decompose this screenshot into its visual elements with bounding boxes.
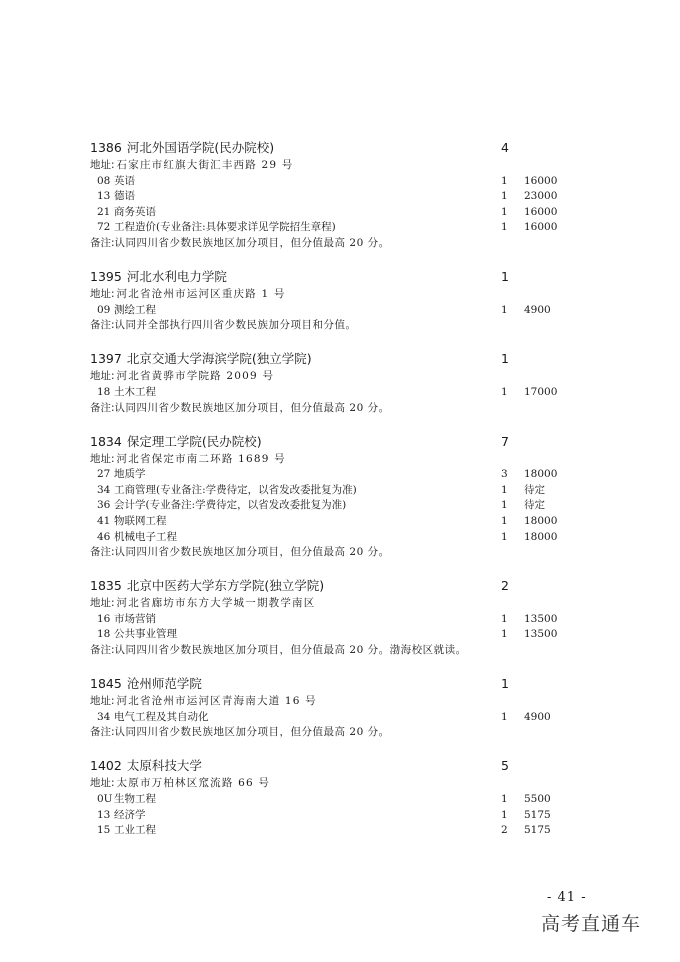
- school-code: 1834: [90, 433, 122, 449]
- major-fee: 18000: [524, 468, 558, 481]
- school-header: [90, 267, 560, 287]
- note-label: 备注:: [90, 236, 115, 249]
- major-name: 生物工程: [114, 793, 156, 806]
- major-fee: 16000: [524, 221, 558, 234]
- major-count: 1: [501, 385, 508, 398]
- school-note: [90, 401, 560, 417]
- major-count: 1: [501, 612, 508, 625]
- major-name: 会计学(专业备注:学费待定，以省发改委批复为准): [114, 499, 347, 512]
- major-code: 13: [97, 808, 111, 821]
- major-fee: 17000: [524, 385, 558, 398]
- school-header: [90, 756, 560, 776]
- major-row: [90, 498, 560, 514]
- major-count: 1: [501, 808, 508, 821]
- major-count: 1: [501, 499, 508, 512]
- major-code: 09: [97, 303, 111, 316]
- major-name: 工商管理(专业备注:学费待定，以省发改委批复为准): [114, 483, 357, 496]
- school-block: [90, 432, 560, 561]
- school-note: [90, 236, 560, 252]
- major-row: [90, 627, 560, 643]
- note-text: 认同四川省少数民族地区加分项目，但分值最高 20 分。: [114, 726, 390, 739]
- school-total: 1: [501, 676, 509, 692]
- major-row: [90, 220, 560, 236]
- major-row: [90, 514, 560, 530]
- major-fee: 18000: [524, 515, 558, 527]
- major-name: 公共事业管理: [114, 628, 177, 641]
- major-code: 16: [97, 612, 111, 625]
- school-total: 2: [501, 578, 509, 594]
- major-name: 测绘工程: [114, 303, 156, 316]
- address-text: 河北省保定市南二环路 1689 号: [116, 452, 286, 465]
- major-row: [90, 710, 560, 726]
- major-name: 物联网工程: [114, 515, 167, 527]
- major-code: 27: [97, 468, 111, 481]
- major-count: 1: [501, 530, 508, 543]
- school-code: 1402: [90, 758, 122, 774]
- school-header: [90, 349, 560, 369]
- school-name: 北京中医药大学东方学院(独立学院): [126, 578, 325, 594]
- major-code: 0U: [97, 793, 113, 806]
- school-block: [90, 576, 560, 658]
- page-number: - 41 -: [547, 890, 587, 905]
- major-fee: 待定: [524, 483, 545, 496]
- school-code: 1845: [90, 676, 122, 692]
- school-name: 河北水利电力学院: [126, 269, 227, 285]
- major-code: 18: [97, 628, 111, 641]
- address-text: 河北省廊坊市东方大学城一期教学南区: [116, 597, 316, 610]
- address-text: 石家庄市红旗大街汇丰西路 29 号: [116, 159, 294, 171]
- major-name: 机械电子工程: [114, 530, 177, 543]
- major-code: 72: [97, 221, 111, 234]
- major-count: 3: [501, 468, 508, 481]
- school-address: [90, 369, 560, 385]
- school-address: [90, 452, 560, 468]
- note-label: 备注:: [90, 319, 115, 332]
- school-note: [90, 545, 560, 561]
- school-name: 保定理工学院(民办院校): [126, 433, 262, 449]
- note-text: 认同四川省少数民族地区加分项目，但分值最高 20 分。: [114, 546, 390, 559]
- major-fee: 4900: [524, 303, 551, 316]
- major-code: 46: [97, 530, 111, 543]
- major-code: 15: [97, 824, 111, 837]
- school-header: [90, 576, 560, 596]
- major-fee: 23000: [524, 190, 558, 203]
- school-block: [90, 267, 560, 334]
- note-label: 备注:: [90, 401, 115, 414]
- major-count: 1: [501, 628, 508, 641]
- school-list: [90, 138, 560, 854]
- address-text: 太原市万柏林区窊流路 66 号: [116, 777, 271, 790]
- major-fee: 5175: [524, 808, 551, 821]
- major-count: 1: [501, 303, 508, 316]
- major-fee: 13500: [524, 612, 558, 625]
- major-row: [90, 467, 560, 483]
- major-name: 市场营销: [114, 612, 156, 625]
- address-label: 地址:: [90, 159, 115, 171]
- major-fee: 16000: [524, 205, 558, 218]
- major-fee: 16000: [524, 174, 558, 187]
- major-fee: 5175: [524, 824, 551, 837]
- major-code: 41: [97, 515, 111, 527]
- address-text: 河北省沧州市运河区重庆路 1 号: [116, 288, 286, 301]
- major-row: [90, 792, 560, 808]
- major-name: 工业工程: [114, 824, 156, 837]
- major-row: [90, 174, 560, 190]
- major-code: 36: [97, 499, 111, 512]
- school-code: 1835: [90, 578, 122, 594]
- school-address: [90, 287, 560, 303]
- school-note: [90, 643, 560, 659]
- major-row: [90, 612, 560, 628]
- major-name: 经济学: [114, 808, 146, 821]
- school-name: 太原科技大学: [126, 758, 202, 774]
- major-count: 1: [501, 710, 508, 723]
- school-header: [90, 674, 560, 694]
- school-total: 4: [501, 140, 509, 155]
- school-total: 1: [501, 269, 509, 285]
- school-total: 7: [501, 433, 509, 449]
- school-total: 5: [501, 758, 509, 774]
- school-block: [90, 138, 560, 252]
- address-text: 河北省黄骅市学院路 2009 号: [116, 370, 275, 383]
- note-text: 认同四川省少数民族地区加分项目，但分值最高 20 分。: [114, 401, 390, 414]
- note-label: 备注:: [90, 644, 115, 657]
- school-note: [90, 318, 560, 334]
- major-count: 1: [501, 515, 508, 527]
- school-name: 北京交通大学海滨学院(独立学院): [126, 351, 312, 367]
- major-code: 08: [97, 174, 111, 187]
- major-row: [90, 530, 560, 546]
- major-fee: 5500: [524, 793, 551, 806]
- major-row: [90, 483, 560, 499]
- school-address: [90, 596, 560, 612]
- watermark: 高考直通车: [541, 913, 642, 935]
- address-label: 地址:: [90, 597, 115, 610]
- major-name: 电气工程及其自动化: [114, 710, 209, 723]
- school-code: 1386: [90, 140, 122, 155]
- address-text: 河北省沧州市运河区青海南大道 16 号: [116, 695, 317, 708]
- major-name: 土木工程: [114, 385, 156, 398]
- note-text: 认同四川省少数民族地区加分项目，但分值最高 20 分。渤海校区就读。: [114, 644, 467, 657]
- school-code: 1397: [90, 351, 122, 367]
- major-name: 地质学: [114, 468, 146, 481]
- major-name: 商务英语: [114, 205, 156, 218]
- note-label: 备注:: [90, 726, 115, 739]
- school-total: 1: [501, 351, 509, 367]
- major-count: 1: [501, 174, 508, 187]
- major-fee: 待定: [524, 499, 545, 512]
- school-address: [90, 158, 560, 174]
- school-block: [90, 756, 560, 838]
- school-header: [90, 138, 560, 158]
- major-count: 1: [501, 190, 508, 203]
- address-label: 地址:: [90, 777, 115, 790]
- school-name: 河北外国语学院(民办院校): [126, 140, 275, 155]
- note-label: 备注:: [90, 546, 115, 559]
- major-count: 1: [501, 483, 508, 496]
- major-count: 1: [501, 221, 508, 234]
- major-code: 13: [97, 190, 111, 203]
- major-row: [90, 189, 560, 205]
- major-fee: 4900: [524, 710, 551, 723]
- major-code: 34: [97, 710, 111, 723]
- note-text: 认同并全部执行四川省少数民族加分项目和分值。: [114, 319, 357, 332]
- address-label: 地址:: [90, 452, 115, 465]
- major-count: 2: [501, 824, 508, 837]
- address-label: 地址:: [90, 695, 115, 708]
- major-count: 1: [501, 205, 508, 218]
- major-count: 1: [501, 793, 508, 806]
- major-code: 21: [97, 205, 111, 218]
- major-row: [90, 385, 560, 401]
- school-name: 沧州师范学院: [126, 676, 202, 692]
- school-header: [90, 432, 560, 452]
- major-fee: 13500: [524, 628, 558, 641]
- major-code: 34: [97, 483, 111, 496]
- major-row: [90, 808, 560, 824]
- address-label: 地址:: [90, 370, 115, 383]
- school-code: 1395: [90, 269, 122, 285]
- school-note: [90, 725, 560, 741]
- school-block: [90, 349, 560, 416]
- major-name: 工程造价(专业备注:具体要求详见学院招生章程): [114, 221, 336, 234]
- major-row: [90, 205, 560, 221]
- major-name: 英语: [114, 174, 135, 187]
- major-code: 18: [97, 385, 111, 398]
- major-row: [90, 823, 560, 839]
- school-address: [90, 776, 560, 792]
- school-block: [90, 674, 560, 741]
- major-name: 德语: [114, 190, 135, 203]
- major-row: [90, 303, 560, 319]
- note-text: 认同四川省少数民族地区加分项目，但分值最高 20 分。: [114, 236, 390, 249]
- school-address: [90, 694, 560, 710]
- major-fee: 18000: [524, 530, 558, 543]
- address-label: 地址:: [90, 288, 115, 301]
